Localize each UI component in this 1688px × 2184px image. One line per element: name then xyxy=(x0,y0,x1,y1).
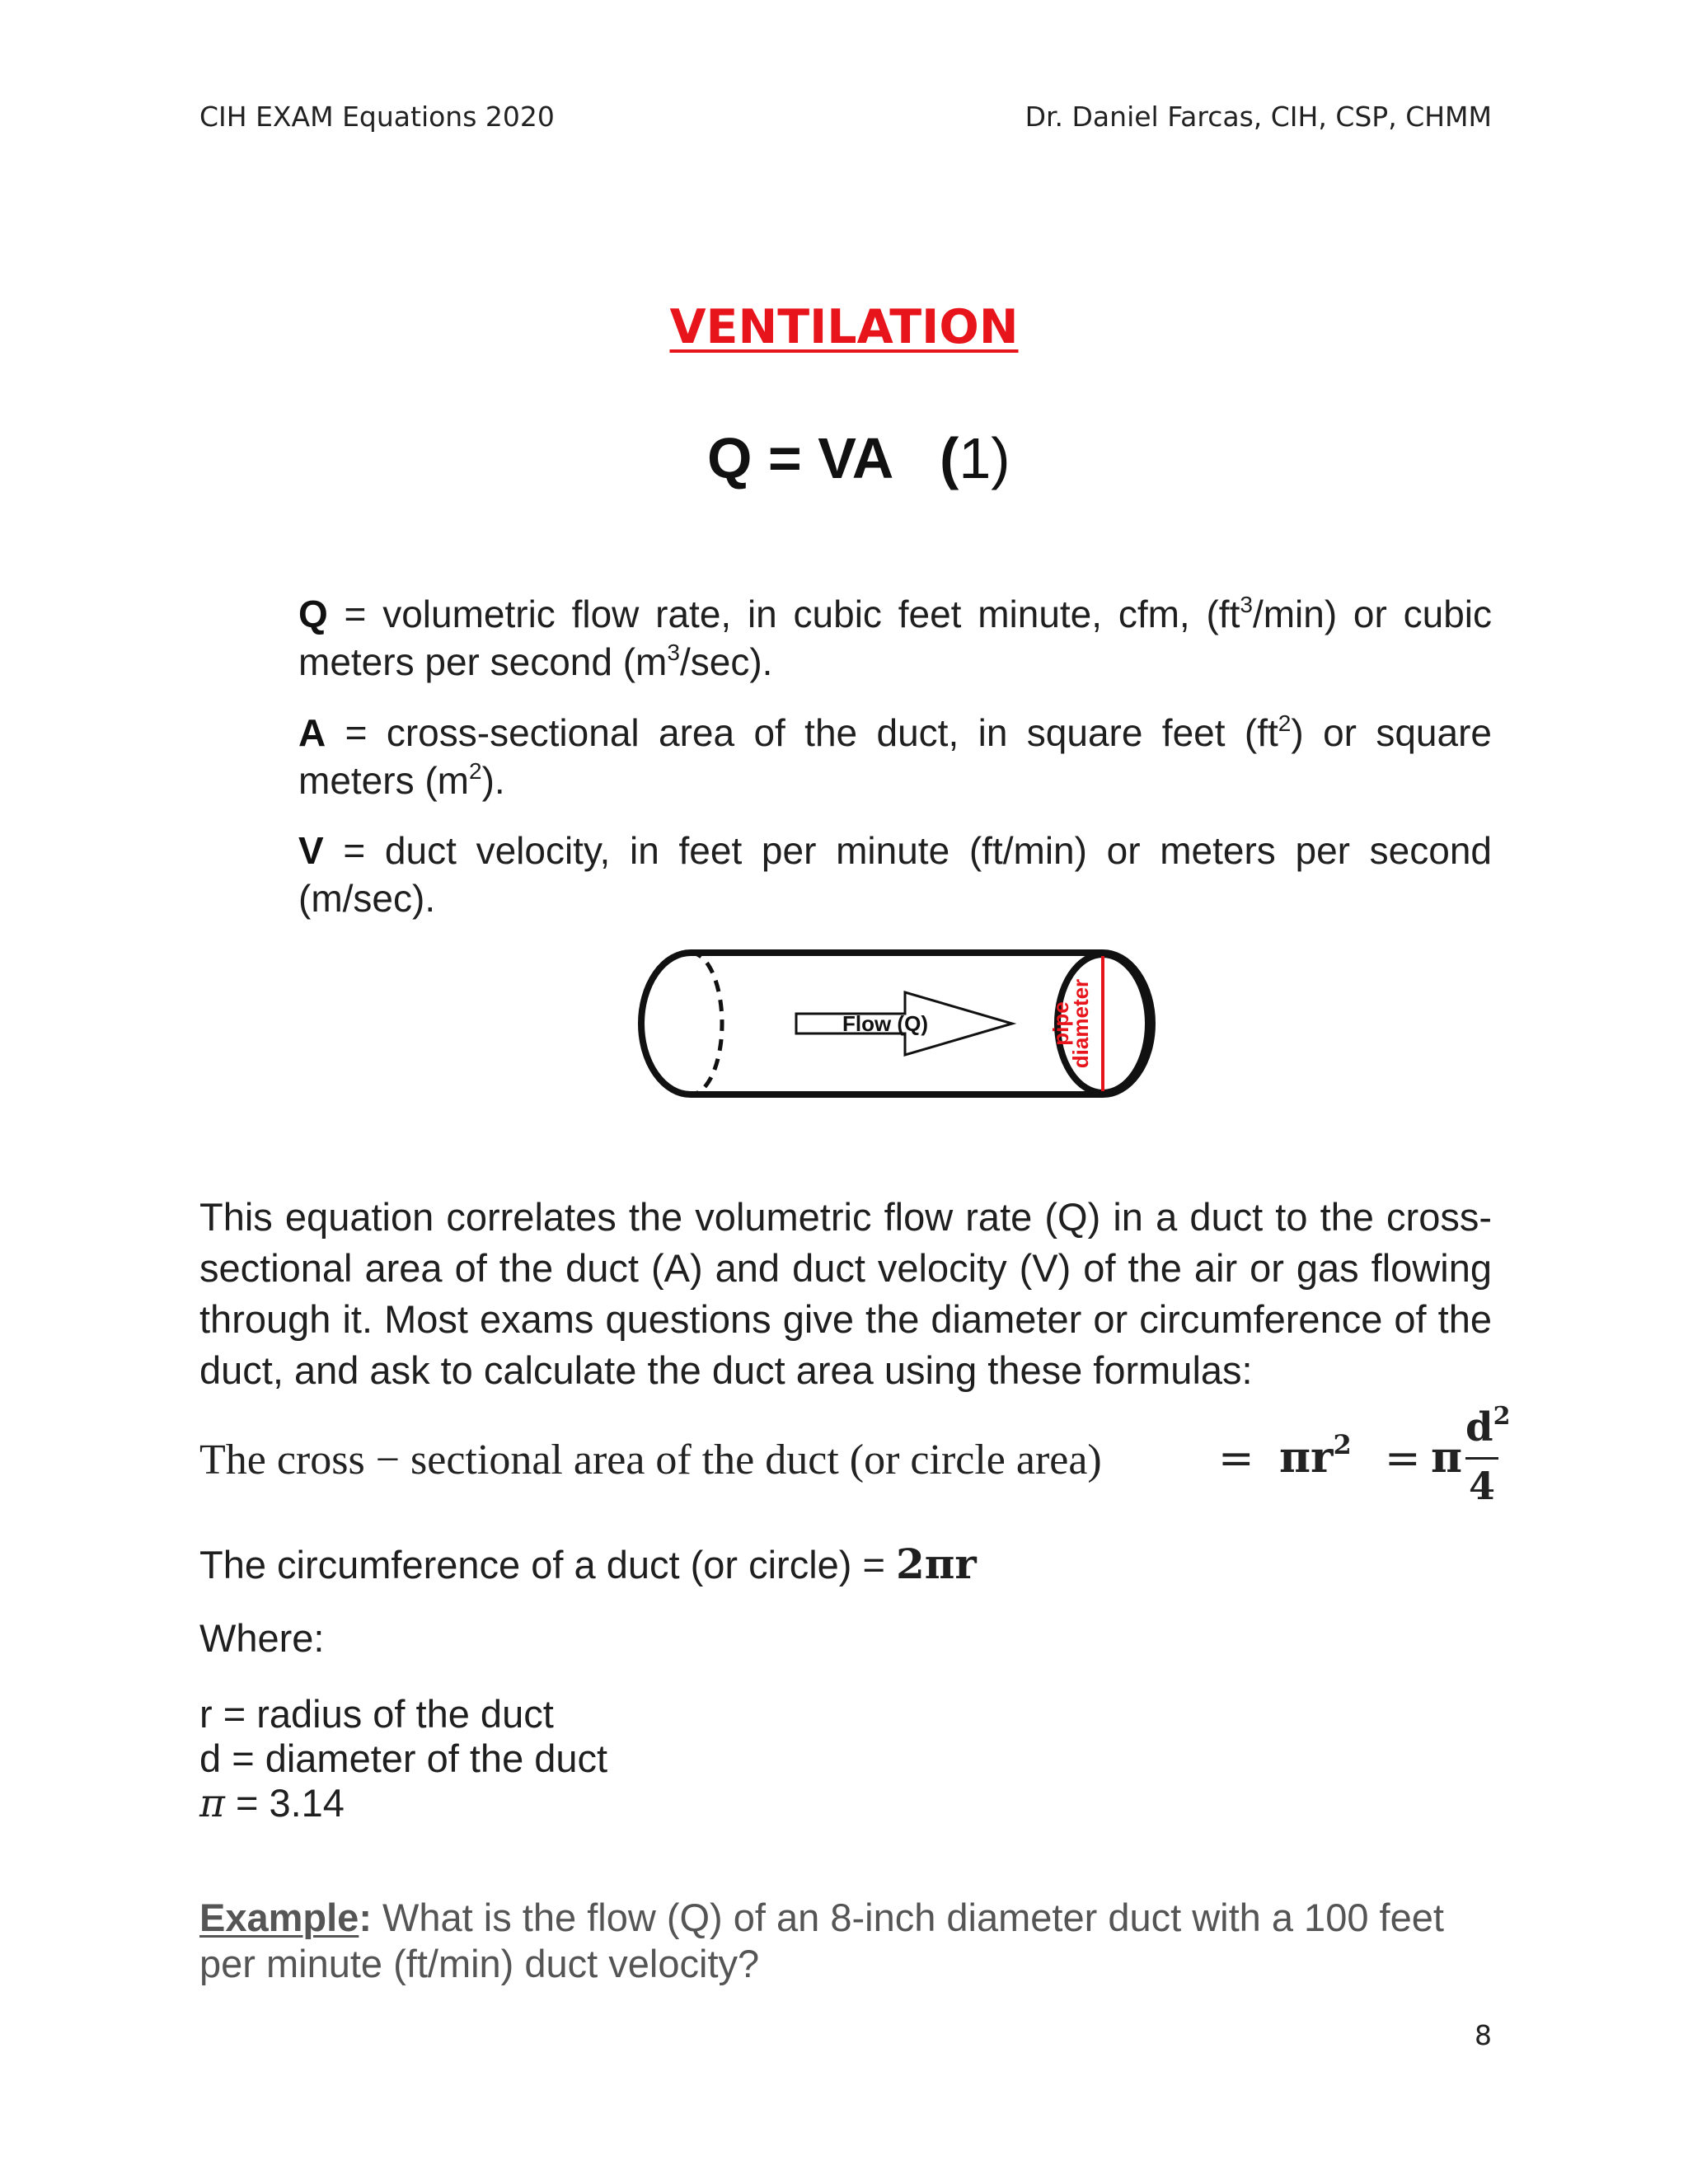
example-text: What is the flow (Q) of an 8-inch diameter duct with a 100 feet per minute (ft/min) duct velocity? xyxy=(199,1896,1444,1985)
circumference-formula xyxy=(199,1540,977,1588)
example-question xyxy=(199,1895,1502,1987)
equation-paren-open: ( xyxy=(940,426,959,490)
area-formula-lhs: The cross − sectional area of the duct (or circle area) xyxy=(199,1436,1102,1483)
duct-diagram xyxy=(635,946,1162,1103)
fraction-denominator: 4 xyxy=(1468,1464,1495,1508)
definition-q xyxy=(298,590,1492,686)
definition-v-text: = duct velocity, in feet per minute (ft/min) or meters per second (m/sec). xyxy=(298,829,1492,920)
area-formula-pi-r-squared xyxy=(1279,1429,1352,1483)
definition-q-text-2: /min) or cubic meters per second (m xyxy=(298,593,1492,683)
variable-r: r = radius of the duct xyxy=(199,1692,554,1736)
section-title xyxy=(0,300,1688,354)
definition-q-text-3: /sec). xyxy=(679,640,773,683)
diameter-label: diameter xyxy=(1068,978,1093,1069)
main-equation-text: Q = VA xyxy=(707,426,892,490)
definition-a-text-2: ) or square meters (m xyxy=(298,711,1492,802)
definition-q-sup-2: 3 xyxy=(667,640,680,665)
pipe-label: pipe xyxy=(1048,1001,1073,1046)
circumference-text: The circumference of a duct (or circle) = xyxy=(199,1543,896,1586)
definition-q-sup-1: 3 xyxy=(1240,592,1253,617)
equation-number: 1 xyxy=(959,426,992,490)
area-formula-exponent: 2 xyxy=(1333,1429,1352,1460)
header-author: Dr. Daniel Farcas, CIH, CSP, CHMM xyxy=(1025,101,1492,133)
area-formula-pi: π xyxy=(1431,1432,1463,1483)
example-colon: : xyxy=(359,1896,372,1939)
pi-value: = 3.14 xyxy=(224,1781,345,1825)
main-equation xyxy=(707,425,1010,491)
definition-a-symbol: A xyxy=(298,711,326,754)
area-formula-equals-1: = xyxy=(1218,1434,1254,1483)
section-title-text: VENTILATION xyxy=(669,300,1019,354)
definition-v xyxy=(298,827,1492,922)
definition-q-symbol: Q xyxy=(298,593,328,635)
flow-label: Flow (Q) xyxy=(842,1011,928,1036)
definition-q-text-1: = volumetric flow rate, in cubic feet minute, cfm, (ft xyxy=(327,593,1240,635)
fraction-numerator-d: d xyxy=(1465,1404,1493,1451)
area-formula-fraction xyxy=(1465,1401,1511,1509)
definition-a-sup-1: 2 xyxy=(1278,710,1292,736)
header-left-title: CIH EXAM Equations 2020 xyxy=(199,101,555,133)
page-number: 8 xyxy=(1475,2019,1492,2051)
pi-symbol: π xyxy=(199,1781,225,1826)
definition-a-text-1: = cross-sectional area of the duct, in square feet (ft xyxy=(326,711,1278,754)
definition-a-text-3: ). xyxy=(481,759,505,802)
fraction-numerator-exponent: 2 xyxy=(1493,1402,1511,1431)
definition-v-symbol: V xyxy=(298,829,324,872)
explanation-paragraph: This equation correlates the volumetric flow rate (Q) in a duct to the cross-sectional area of the duct (A) and duct velocity (V) of the air or gas flowing through it. Most exams questions give the diameter or circumference of the duct, and ask to calculate the duct area using these formulas: xyxy=(199,1195,1492,1392)
equation-paren-close: ) xyxy=(991,426,1010,490)
definition-a-sup-2: 2 xyxy=(469,758,482,784)
variable-pi xyxy=(199,1780,345,1826)
fraction-bar xyxy=(1465,1457,1498,1460)
fraction-numerator xyxy=(1465,1401,1511,1454)
area-formula-pi-r: πr xyxy=(1279,1432,1334,1483)
area-formula-equals-2: = xyxy=(1385,1434,1421,1483)
variable-d: d = diameter of the duct xyxy=(199,1736,608,1780)
circumference-expression: 2πr xyxy=(896,1540,977,1588)
area-formula xyxy=(199,1401,1511,1525)
where-label: Where: xyxy=(199,1616,325,1660)
example-label: Example xyxy=(199,1896,359,1939)
definition-a xyxy=(298,709,1492,804)
